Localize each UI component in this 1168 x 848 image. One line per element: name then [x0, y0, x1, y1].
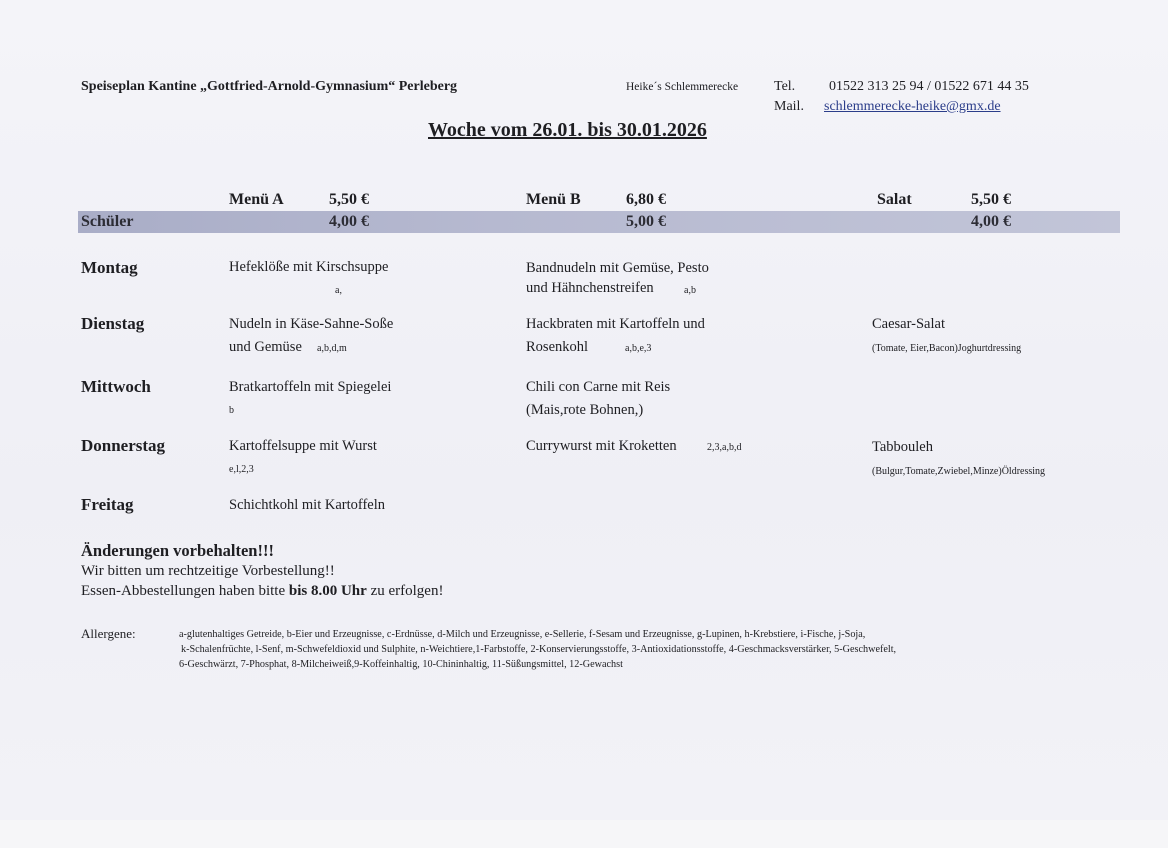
allergen-list-line1: a-glutenhaltiges Getreide, b-Eier und Erzeugnisse, c-Erdnüsse, d-Milch und Erzeugnisse, e-Sellerie, f-Sesam und Erzeugnisse, g-Lupinen, h-Krebstiere, i-Fische, j-Soja,: [179, 629, 866, 640]
wednesday-menu-a-allergens: b: [229, 405, 234, 416]
monday-menu-a: Hefeklöße mit Kirschsuppe: [229, 259, 389, 275]
student-label: Schüler: [81, 213, 134, 230]
menu-a-price: 5,50 €: [329, 191, 369, 208]
mail-label: Mail.: [774, 99, 804, 114]
cancel-note-suffix: zu erfolgen!: [366, 583, 444, 599]
day-monday: Montag: [81, 258, 138, 277]
thursday-menu-a-allergens: e,l,2,3: [229, 464, 254, 475]
monday-menu-a-allergens: a,: [335, 285, 342, 296]
page-title: Speiseplan Kantine „Gottfried-Arnold-Gymnasium“ Perleberg: [81, 79, 458, 94]
monday-menu-b-line1: Bandnudeln mit Gemüse, Pesto: [526, 260, 709, 276]
menu-b-student-price: 5,00 €: [626, 213, 666, 230]
tuesday-menu-a-allergens: a,b,d,m: [317, 343, 347, 354]
tuesday-salad: Caesar-Salat: [872, 316, 945, 332]
thursday-salad: Tabbouleh: [872, 439, 933, 455]
allergen-list-line3: 6-Geschwärzt, 7-Phosphat, 8-Milcheiweiß,9-Koffeinhaltig, 10-Chininhaltig, 11-Süßungsmittel, 12-Gewachst: [179, 659, 623, 670]
preorder-note: Wir bitten um rechtzeitige Vorbestellung!!: [81, 563, 335, 579]
salad-price: 5,50 €: [971, 191, 1011, 208]
student-price-band: [78, 211, 1120, 233]
thursday-menu-b-allergens: 2,3,a,b,d: [707, 442, 742, 453]
friday-menu-a: Schichtkohl mit Kartoffeln: [229, 497, 385, 513]
phone-numbers: 01522 313 25 94 / 01522 671 44 35: [829, 79, 1029, 94]
monday-menu-b-line2: und Hähnchenstreifen: [526, 280, 654, 296]
menu-b-price: 6,80 €: [626, 191, 666, 208]
tuesday-menu-b-line2: Rosenkohl: [526, 339, 589, 355]
menu-a-label: Menü A: [229, 191, 284, 208]
salad-student-price: 4,00 €: [971, 213, 1011, 230]
allergen-label: Allergene:: [81, 626, 136, 641]
cancel-note: [81, 583, 443, 600]
day-thursday: Donnerstag: [81, 436, 166, 455]
allergen-list-line2: k-Schalenfrüchte, l-Senf, m-Schwefeldioxid und Sulphite, n-Weichtiere,1-Farbstoffe, 2-Konservierungsstoffe, 3-Antioxidationsstoffe, 4-Geschmacksverstärker, 5-Geschwefelt,: [181, 644, 897, 655]
cancel-note-prefix: Essen-Abbestellungen haben bitte: [81, 583, 289, 599]
tuesday-menu-b-line1: Hackbraten mit Kartoffeln und: [526, 316, 705, 332]
cancel-deadline: bis 8.00 Uhr: [288, 583, 367, 599]
menu-a-student-price: 4,00 €: [329, 213, 369, 230]
thursday-menu-a: Kartoffelsuppe mit Wurst: [229, 438, 377, 454]
tuesday-menu-a-line1: Nudeln in Käse-Sahne-Soße: [229, 316, 394, 332]
thursday-salad-detail: (Bulgur,Tomate,Zwiebel,Minze)Öldressing: [872, 466, 1046, 477]
wednesday-menu-b-line2: (Mais,rote Bohnen,): [526, 402, 644, 418]
day-wednesday: Mittwoch: [81, 377, 151, 396]
tuesday-salad-detail: (Tomate, Eier,Bacon)Joghurtdressing: [872, 343, 1022, 354]
thursday-menu-b: Currywurst mit Kroketten: [526, 438, 677, 454]
tuesday-menu-b-allergens: a,b,e,3: [625, 343, 652, 354]
email-link[interactable]: schlemmerecke-heike@gmx.de: [824, 99, 1001, 114]
day-friday: Freitag: [81, 495, 134, 514]
monday-menu-b-allergens: a,b: [684, 285, 696, 296]
wednesday-menu-b-line1: Chili con Carne mit Reis: [526, 379, 671, 395]
vendor-name: Heike´s Schlemmerecke: [626, 81, 739, 93]
scan-bottom-margin: [0, 820, 1168, 848]
tel-label: Tel.: [774, 79, 796, 94]
wednesday-menu-a: Bratkartoffeln mit Spiegelei: [229, 379, 392, 395]
salad-label: Salat: [877, 191, 912, 208]
day-tuesday: Dienstag: [81, 314, 145, 333]
changes-note: Änderungen vorbehalten!!!: [81, 541, 274, 560]
week-title: Woche vom 26.01. bis 30.01.2026: [428, 119, 707, 141]
tuesday-menu-a-line2: und Gemüse: [229, 339, 302, 355]
menu-b-label: Menü B: [526, 191, 581, 208]
